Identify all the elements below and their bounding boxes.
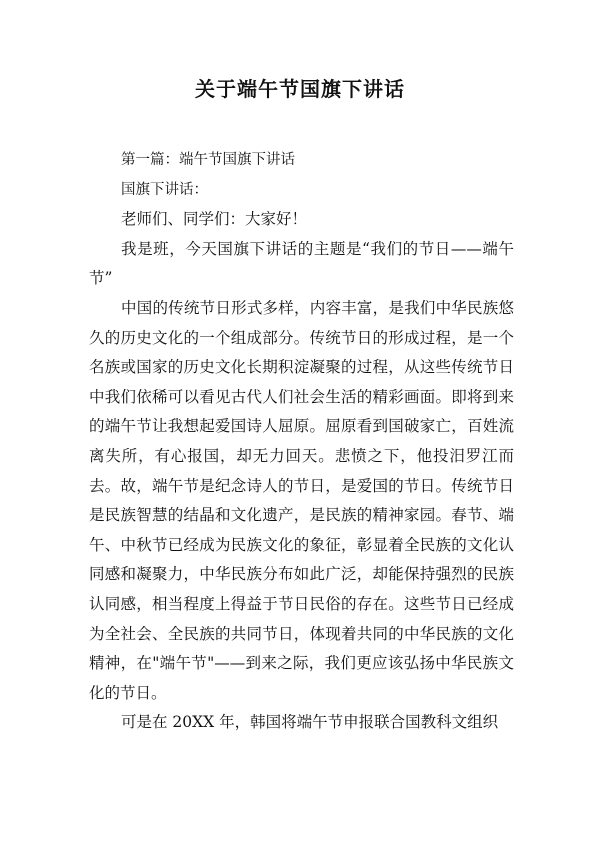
paragraph-main: 中国的传统节日形式多样，内容丰富，是我们中华民族悠久的历史文化的一个组成部分。传统节日的形成过程，是一个名族或国家的历史文化长期积淀凝聚的过程，从这些传统节日中我们依稀可以看见古代人们社会生活的精彩画面。即将到来的端午节让我想起爱国诗人屈原。屈原看到国破家亡，百姓流离失所，有心报国，却无力回天。悲愤之下，他投汨罗江而去。故，端午节是纪念诗人的节日，是爱国的节日。传统节日是民族智慧的结晶和文化遗产，是民族的精神家园。春节、端午、中秋节已经成为民族文化的象征，彰显着全民族的文化认同感和凝聚力，中华民族分布如此广泛，却能保持强烈的民族认同感，相当程度上得益于节日民俗的存在。这些节日已经成为全社会、全民族的共同节日，体现着共同的中华民族的文化精神，在"端午节"——到来之际，我们更应该弘扬中华民族文化的节日。 — [89, 298, 514, 702]
paragraph-greeting: 老师们、同学们：大家好！ — [121, 210, 308, 229]
paragraph-intro: 我是班，今天国旗下讲话的主题是“我们的节日——端午节” — [89, 239, 514, 288]
paragraph-heading: 国旗下讲话： — [121, 181, 208, 198]
document-title: 关于端午节国旗下讲话 — [195, 77, 405, 101]
paragraph-continued: 可是在 20XX 年，韩国将端午节申报联合国教科文组织 — [121, 713, 499, 732]
paragraph-subtitle: 第一篇：端午节国旗下讲话 — [121, 152, 295, 168]
document-body — [89, 146, 514, 738]
